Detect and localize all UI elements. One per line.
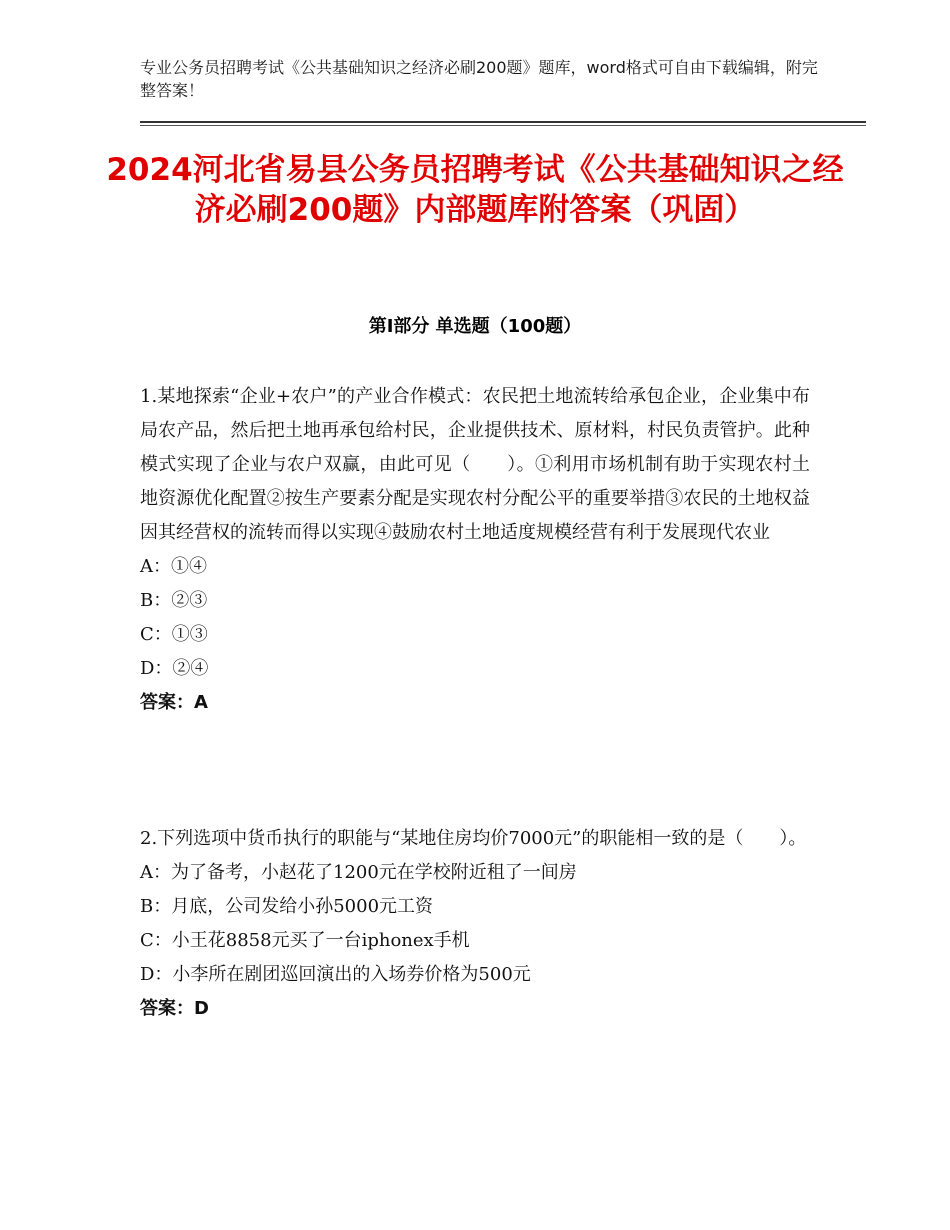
question-2 (140, 822, 810, 1026)
option-a: A：为了备考，小赵花了1200元在学校附近租了一间房 (140, 862, 577, 883)
option-c: C：①③ (140, 624, 208, 645)
answer-line: 答案：D (140, 998, 209, 1019)
option-d: D：小李所在剧团巡回演出的入场券价格为500元 (140, 964, 531, 985)
header-divider-thin (140, 125, 866, 126)
option-d: D：②④ (140, 658, 209, 679)
question-stem: 1.某地探索“企业+农户”的产业合作模式：农民把土地流转给承包企业，企业集中布局农产品，然后把土地再承包给村民，企业提供技术、原材料，村民负责管护。此种模式实现了企业与农户双赢，由此可见（ ）。①利用市场机制有助于实现农村土地资源优化配置②按生产要素分配是实现农村分配公平的重要举措③农民的土地权益因其经营权的流转而得以实现④鼓励农村土地适度规模经营有利于发展现代农业 (140, 386, 810, 543)
option-b: B：②③ (140, 590, 208, 611)
question-1 (140, 380, 810, 720)
option-a: A：①④ (140, 556, 207, 577)
question-stem: 2.下列选项中货币执行的职能与“某地住房均价7000元”的职能相一致的是（ ）。 (140, 828, 807, 849)
answer-line: 答案：A (140, 692, 208, 713)
option-c: C：小王花8858元买了一台iphonex手机 (140, 930, 470, 951)
header-note: 专业公务员招聘考试《公共基础知识之经济必刷200题》题库，word格式可自由下载编辑，附完整答案！ (140, 58, 818, 100)
section-heading: 第Ⅰ部分 单选题（100题） (368, 316, 582, 337)
option-b: B：月底，公司发给小孙5000元工资 (140, 896, 434, 917)
document-title: 2024河北省易县公务员招聘考试《公共基础知识之经济必刷200题》内部题库附答案（巩固） (106, 152, 844, 228)
header-divider-thick (140, 121, 866, 123)
